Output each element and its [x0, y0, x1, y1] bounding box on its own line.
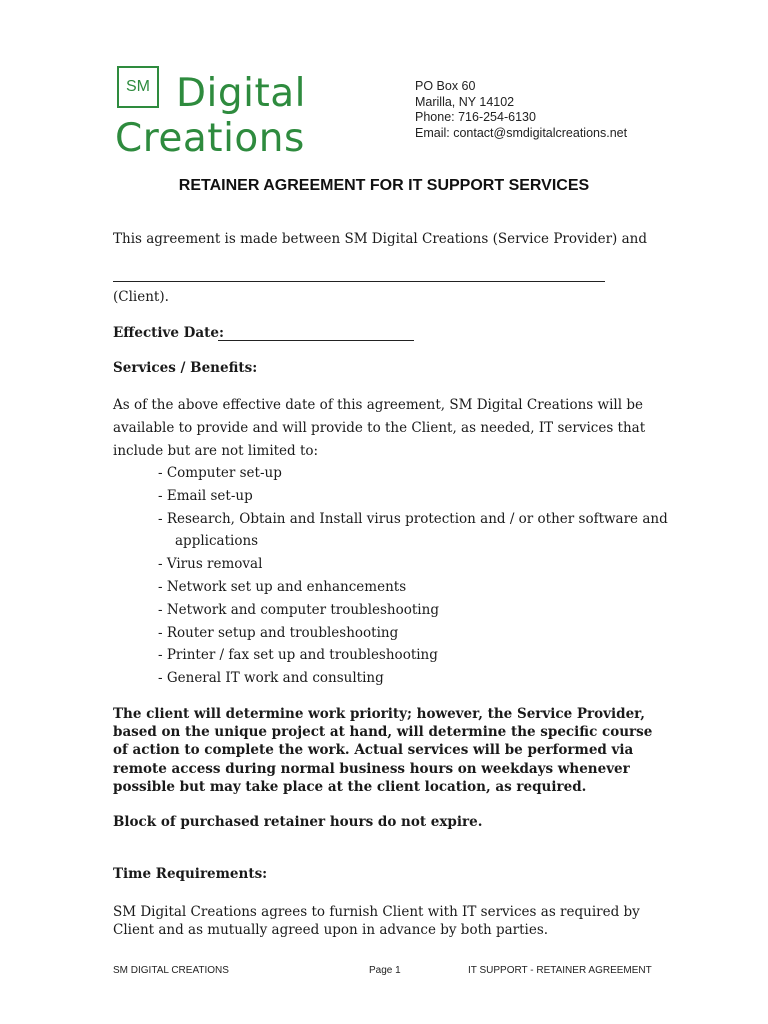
- list-item: - Computer set-up: [158, 465, 282, 481]
- effective-date-line[interactable]: [218, 340, 414, 341]
- list-item: - Printer / fax set up and troubleshooting: [158, 647, 438, 664]
- document-title: RETAINER AGREEMENT FOR IT SUPPORT SERVICES: [178, 177, 590, 194]
- logo-word-creations: Creations: [115, 116, 305, 161]
- priority-paragraph: The client will determine work priority; however, the Service Provider, based on the unique project at hand, will determine the specific course of action to complete the work. Actual services will be performed via remote access during normal business hours on weekdays whenever possible but may take place at the client location, as required.: [113, 706, 653, 795]
- effective-date-label: Effective Date:: [113, 325, 224, 341]
- address-po-box: PO Box 60: [415, 79, 476, 93]
- address-email: Email: contact@smdigitalcreations.net: [415, 125, 628, 140]
- logo-mark: SM: [117, 66, 159, 108]
- client-label: (Client).: [113, 289, 169, 305]
- time-requirements-heading: Time Requirements:: [113, 866, 268, 882]
- list-item: - Research, Obtain and Install virus protection and / or other software and: [158, 510, 668, 527]
- services-heading: Services / Benefits:: [113, 360, 258, 376]
- client-name-line[interactable]: [113, 281, 605, 282]
- address-block: [415, 79, 627, 141]
- address-phone: Phone: 716-254-6130: [415, 110, 536, 124]
- footer-document-name: IT SUPPORT - RETAINER AGREEMENT: [468, 965, 652, 976]
- list-item: - Email set-up: [158, 487, 253, 504]
- list-item: - Network set up and enhancements: [158, 578, 407, 595]
- list-item: - General IT work and consulting: [158, 670, 384, 687]
- list-item: applications: [175, 533, 259, 550]
- footer-page-number: Page 1: [369, 965, 401, 976]
- services-list: [158, 462, 668, 690]
- services-paragraph: As of the above effective date of this agreement, SM Digital Creations will be available to provide and will provide to the Client, as needed, IT services that include but are not limited to:: [113, 397, 646, 459]
- retainer-note: Block of purchased retainer hours do not expire.: [113, 814, 483, 830]
- list-item: - Network and computer troubleshooting: [158, 601, 439, 618]
- list-item: - Virus removal: [158, 556, 263, 573]
- list-item: - Router setup and troubleshooting: [158, 624, 399, 641]
- address-city: Marilla, NY 14102: [415, 94, 515, 109]
- time-requirements-paragraph: SM Digital Creations agrees to furnish Client with IT services as required by Client and as mutually agreed upon in advance by both parties.: [113, 904, 640, 939]
- logo-word-digital: Digital: [176, 71, 306, 116]
- footer-company: SM DIGITAL CREATIONS: [113, 965, 229, 976]
- intro-text: This agreement is made between SM Digital Creations (Service Provider) and: [113, 231, 647, 247]
